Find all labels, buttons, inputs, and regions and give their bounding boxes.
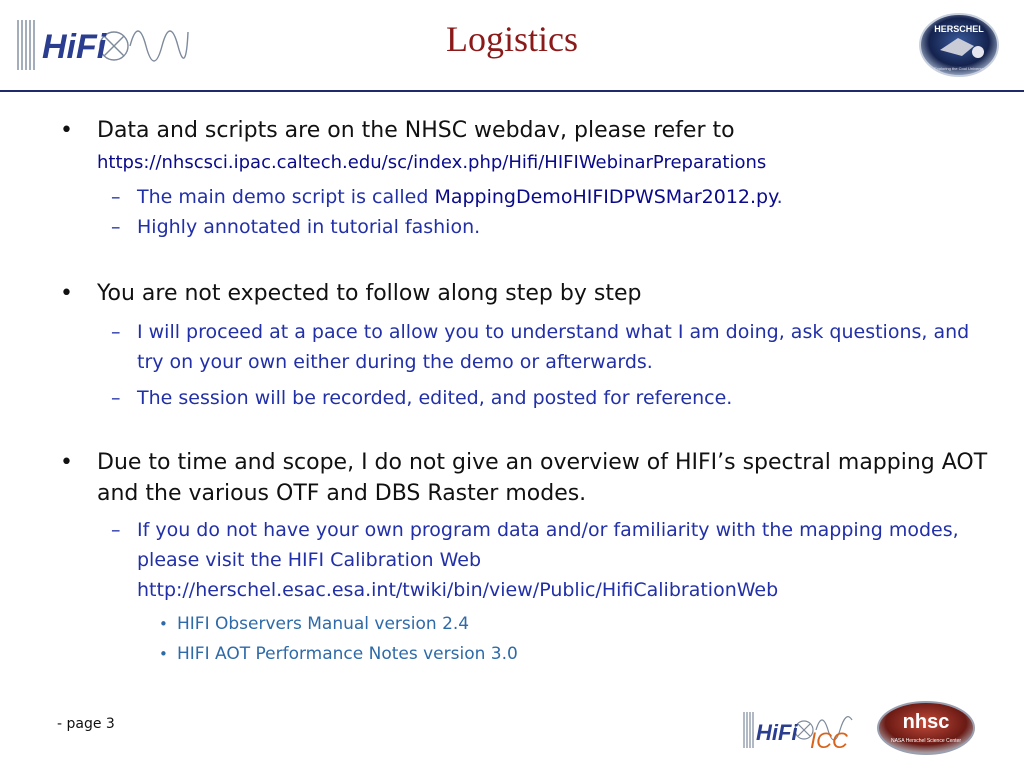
herschel-logo — [918, 12, 1000, 78]
hifi-icc-logo — [738, 706, 860, 752]
demo-script-name: MappingDemoHIFIDPWSMar2012.py — [434, 186, 777, 208]
page-number: - page 3 — [57, 716, 115, 732]
webdav-link[interactable]: https://nhscsci.ipac.caltech.edu/sc/index.php/Hifi/HIFIWebinarPreparations — [97, 152, 767, 173]
bullet-1-sub-2: – Highly annotated in tutorial fashion. — [111, 216, 481, 238]
calibration-web-link[interactable]: http://herschel.esac.esa.int/twiki/bin/view/Public/HifiCalibrationWeb — [137, 579, 779, 601]
icc-hifi-text: HiFi — [756, 720, 798, 745]
bullet-1 — [60, 115, 990, 178]
hifi-logo-text: HiFi — [42, 28, 107, 66]
nhsc-logo — [876, 700, 976, 756]
slide-content — [60, 115, 990, 669]
bullet-3-text: Due to time and scope, I do not give an overview of HIFI’s spectral mapping AOT and the various OTF and DBS Raster modes. — [97, 450, 988, 506]
bullet-3: • Due to time and scope, I do not give an overview of HIFI’s spectral mapping AOT and the various OTF and DBS Raster modes. — [60, 450, 988, 506]
bullet-2-sub-2: – The session will be recorded, edited, and posted for reference. — [111, 387, 733, 409]
bullet-3-subsub-2: • HIFI AOT Performance Notes version 3.0 — [159, 644, 518, 664]
bullet-symbol: • — [60, 118, 73, 143]
bullet-3-subsub-1: • HIFI Observers Manual version 2.4 — [159, 614, 470, 634]
bullet-1-text: Data and scripts are on the NHSC webdav, please refer to — [97, 118, 735, 143]
icc-text: ICC — [810, 728, 848, 752]
bullet-2: • You are not expected to follow along step by step — [60, 281, 642, 306]
nhsc-subtext: NASA Herschel Science Center — [890, 738, 962, 744]
nhsc-text: nhsc — [902, 711, 950, 733]
bullet-1-sub-1: – The main demo script is called MappingDemoHIFIDPWSMar2012.py. — [60, 182, 990, 212]
page-title: Logistics — [446, 19, 578, 59]
herschel-logo-text: HERSCHEL — [934, 24, 984, 34]
bullet-3-sub-1: – If you do not have your own program data and/or familiarity with the mapping modes, please visit the HIFI Calibration Web http://herschel.esac.esa.int/twiki/bin/view/Public/HifiCalibrationWeb — [111, 519, 959, 601]
herschel-tagline: Exploring the Cool Universe — [934, 66, 984, 71]
bullet-2-text: You are not expected to follow along step by step — [97, 281, 642, 306]
dash-symbol: – — [111, 186, 121, 208]
header-rule — [0, 90, 1024, 92]
bullet-2-sub-1: – I will proceed at a pace to allow you to understand what I am doing, ask questions, and try on your own either during the demo or afterwards. — [111, 321, 970, 373]
